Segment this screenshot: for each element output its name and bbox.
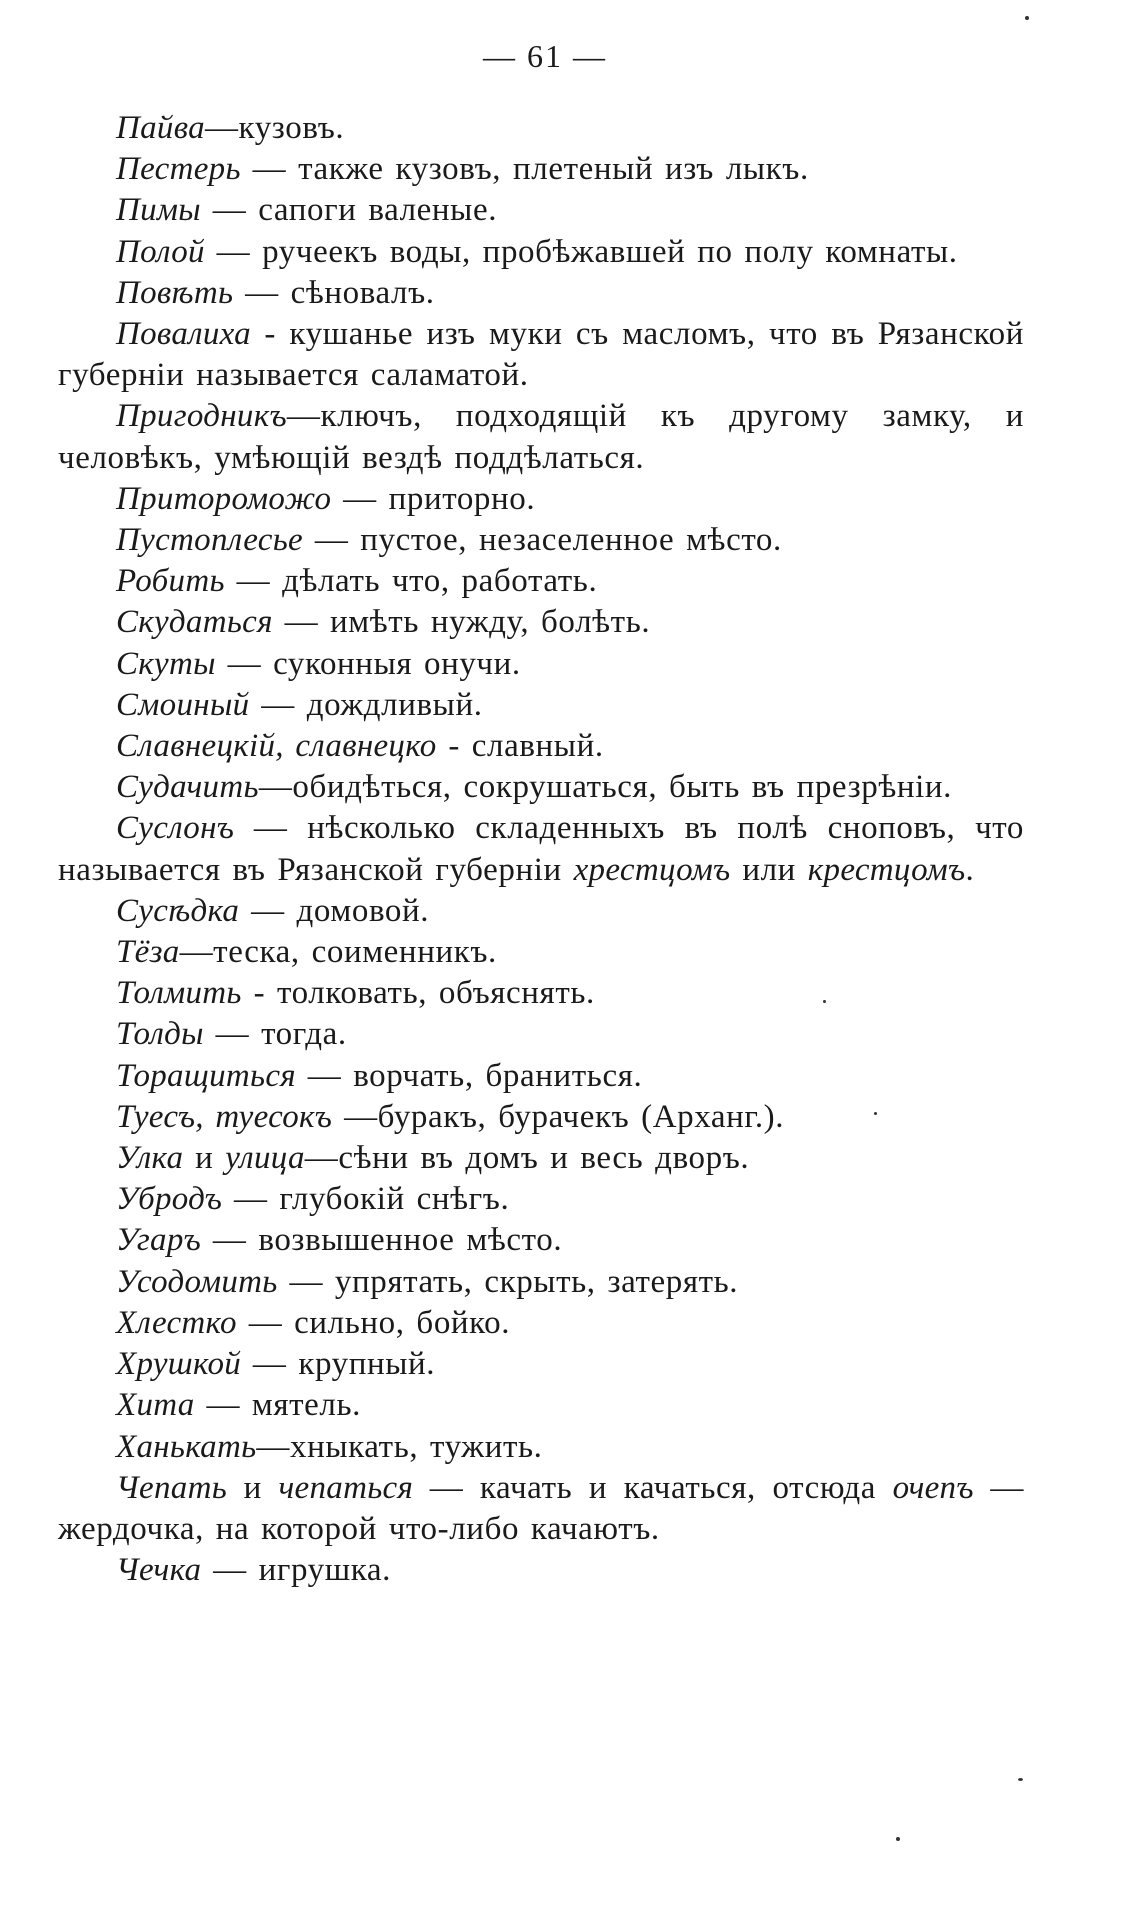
entry-end: . <box>965 851 975 888</box>
glossary-entry <box>58 1179 1024 1220</box>
glossary-entry <box>58 808 1024 890</box>
entry-definition: — упрятать, скрыть, затерять. <box>277 1263 739 1300</box>
entry-term: Толды <box>116 1016 204 1053</box>
entry-term: Туесъ, туесокъ <box>116 1098 333 1135</box>
entry-definition: — домовой. <box>239 892 430 929</box>
entry-term: Пустоплесье <box>116 522 303 559</box>
glossary-entry <box>58 1014 1024 1055</box>
glossary-entry <box>58 1427 1024 1468</box>
entry-term-variant: чепаться <box>278 1469 414 1506</box>
entry-definition: — также кузовъ, плетеный изъ лыкъ. <box>240 151 809 188</box>
glossary-entry <box>58 932 1024 973</box>
entry-definition: —обидѣться, сокрушаться, быть въ презрѣніи. <box>258 769 952 806</box>
entry-term: Скуты <box>116 645 216 682</box>
entry-term: Славнецкій, славнецко <box>116 728 437 765</box>
entry-definition: - толковать, объяснять. <box>241 975 595 1012</box>
entry-term: Усодомить <box>116 1263 278 1300</box>
entry-definition: —ключъ, подходящій къ другому замку, и человѣкъ, умѣющій вездѣ поддѣлаться. <box>58 398 1024 476</box>
entry-definition: - славный. <box>436 728 604 765</box>
glossary-entry <box>58 108 1024 149</box>
glossary-entry <box>58 1303 1024 1344</box>
entry-term: Чечка <box>116 1552 202 1589</box>
entry-connector: или <box>730 851 808 888</box>
entry-term: Пайва <box>116 110 205 146</box>
entry-term: Скудаться <box>116 604 273 641</box>
entry-definition: — сѣновалъ. <box>233 274 435 311</box>
entry-term: Полой <box>116 233 205 270</box>
entry-term: Робить <box>116 563 225 600</box>
entry-definition: — крупный. <box>241 1346 436 1383</box>
entry-definition: —хныкать, тужить. <box>256 1428 543 1465</box>
entry-term-variant: очепъ <box>892 1469 974 1506</box>
glossary-entry <box>58 1138 1024 1179</box>
print-speck <box>1018 1778 1023 1781</box>
glossary-entry <box>58 726 1024 767</box>
glossary-entry <box>58 644 1024 685</box>
entry-term: Пестерь <box>116 151 241 188</box>
entry-definition: —буракъ, бурачекъ (Арханг.). <box>332 1098 785 1135</box>
entry-connector: и <box>227 1469 279 1506</box>
entry-definition: — глубокій снѣгъ. <box>222 1181 510 1218</box>
entry-definition: — ворчать, браниться. <box>295 1057 643 1094</box>
entry-term-variant: крестцомъ <box>807 851 966 888</box>
entry-term: Сусѣдка <box>116 892 240 929</box>
entry-term-variant: улица <box>225 1140 305 1177</box>
entry-definition: — сильно, бойко. <box>236 1304 511 1341</box>
entry-definition-tail: — жердочка, на которой что-либо качаютъ. <box>58 1469 1024 1547</box>
print-speck <box>896 1837 900 1841</box>
entry-definition: — суконныя онучи. <box>215 645 521 682</box>
entry-term: Пимы <box>116 192 201 229</box>
glossary-entry <box>58 314 1024 396</box>
entry-term: Торащиться <box>116 1057 296 1094</box>
glossary-entry <box>58 1262 1024 1303</box>
entry-definition: — мятель. <box>194 1387 361 1424</box>
glossary-entry <box>58 396 1024 478</box>
entry-term: Судачить <box>116 769 259 806</box>
glossary-text <box>58 108 1024 1591</box>
entry-definition: — приторно. <box>331 480 536 517</box>
glossary-entry <box>58 1550 1024 1591</box>
glossary-entry <box>58 190 1024 231</box>
entry-definition: —сѣни въ домъ и весь дворъ. <box>304 1140 750 1177</box>
entry-definition: — возвышенное мѣсто. <box>201 1222 563 1259</box>
entry-term: Чепать <box>116 1469 228 1506</box>
entry-term: Угаръ <box>116 1222 202 1259</box>
entry-definition: —теска, соименникъ. <box>179 934 497 971</box>
glossary-entry <box>58 273 1024 314</box>
entry-definition: — игрушка. <box>201 1552 392 1589</box>
print-speck <box>874 1112 877 1115</box>
glossary-entry <box>58 891 1024 932</box>
entry-definition: —кузовъ. <box>204 110 345 146</box>
entry-term: Суслонъ <box>116 810 235 847</box>
entry-term: Ханькать <box>116 1428 257 1465</box>
entry-definition: — тогда. <box>203 1016 347 1053</box>
entry-definition: - кушанье изъ муки съ масломъ, что въ Рязанской губерніи называется саламатой. <box>58 316 1024 394</box>
entry-term: Хлестко <box>116 1304 237 1341</box>
entry-term: Смоиный <box>116 686 250 723</box>
glossary-entry <box>58 479 1024 520</box>
entry-term: Повалиха <box>116 316 251 353</box>
entry-definition: — качать и качаться, отсюда <box>413 1469 893 1506</box>
glossary-entry <box>58 232 1024 273</box>
glossary-entry <box>58 685 1024 726</box>
glossary-entry <box>58 602 1024 643</box>
entry-term: Пригодникъ <box>116 398 287 435</box>
glossary-entry <box>58 1056 1024 1097</box>
entry-connector: и <box>183 1140 226 1177</box>
entry-term: Притороможо <box>116 480 332 517</box>
page-number: — 61 — <box>483 38 607 74</box>
glossary-entry <box>58 561 1024 602</box>
entry-definition: — ручеекъ воды, пробѣжавшей по полу комнаты. <box>204 233 958 270</box>
entry-term: Улка <box>116 1140 184 1177</box>
entry-term: Повѣть <box>116 274 234 311</box>
print-speck <box>1025 16 1029 20</box>
entry-definition: — имѣть нужду, болѣть. <box>272 604 651 641</box>
glossary-entry <box>58 149 1024 190</box>
entry-definition: — сапоги валеные. <box>200 192 498 229</box>
glossary-entry <box>58 973 1024 1014</box>
entry-definition: — дождливый. <box>249 686 483 723</box>
glossary-entry <box>58 1220 1024 1261</box>
entry-term: Тёза <box>116 934 180 971</box>
glossary-entry <box>58 520 1024 561</box>
print-speck <box>823 1000 826 1003</box>
entry-term: Хита <box>116 1387 195 1424</box>
entry-term: Толмить <box>116 975 242 1012</box>
entry-term-variant: хрестцомъ <box>573 851 731 888</box>
entry-definition: — дѣлать что, работать. <box>224 563 598 600</box>
glossary-entry <box>58 1097 1024 1138</box>
glossary-entry <box>58 1468 1024 1550</box>
glossary-entry <box>58 767 1024 808</box>
entry-definition: — пустое, незаселенное мѣсто. <box>303 522 782 559</box>
glossary-entry <box>58 1385 1024 1426</box>
entry-term: Хрушкой <box>116 1346 242 1383</box>
glossary-entry <box>58 1344 1024 1385</box>
entry-term: Убродъ <box>116 1181 223 1218</box>
entry-definition: — нѣсколько складенныхъ въ полѣ сноповъ, что называется въ Рязанской губерніи <box>58 810 1024 888</box>
